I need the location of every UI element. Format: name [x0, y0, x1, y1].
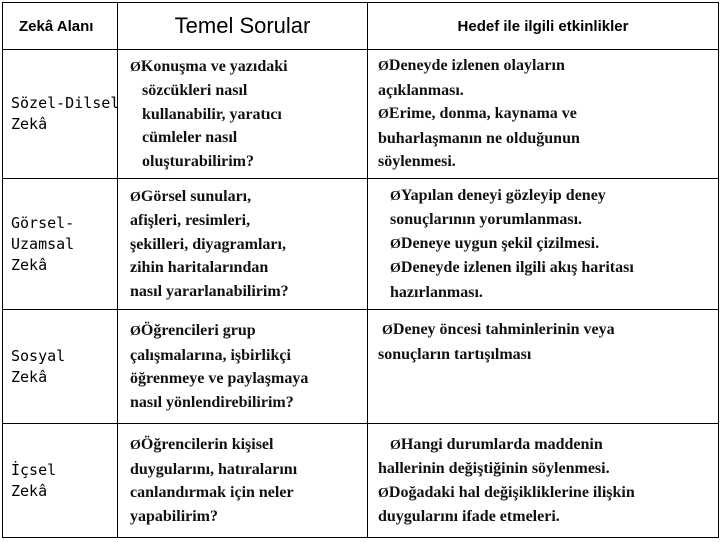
zeka-label: Sözel-Dilsel	[11, 94, 120, 112]
zeka-label: Zekâ	[11, 481, 48, 500]
zeka-cell	[3, 424, 118, 538]
zeka-cell	[3, 179, 118, 310]
activity-line: buharlaşmanın ne olduğunun	[378, 129, 580, 147]
arrow-bullet-icon: Ø	[130, 59, 141, 75]
zeka-label: Görsel-	[11, 213, 75, 232]
table-row	[3, 179, 719, 310]
zeka-cell	[3, 50, 118, 179]
activity-line: söylenmesi.	[378, 153, 456, 171]
arrow-bullet-icon: Ø	[378, 485, 389, 501]
activity-line: ØDeneyde izlenen ilgili akış haritası	[390, 259, 634, 277]
zeka-label: Zekâ	[11, 255, 48, 274]
activity-line: hallerinin değiştiğinin söylenmesi.	[378, 460, 610, 477]
arrow-bullet-icon: Ø	[130, 438, 141, 453]
arrow-bullet-icon: Ø	[390, 437, 401, 453]
zeka-label: Zekâ	[11, 115, 48, 133]
activity-line: ØDeney öncesi tahminlerinin veya	[382, 321, 615, 338]
activity-line: duygularını ifade etmeleri.	[378, 508, 560, 525]
question-line: ØGörsel sunuları,	[130, 187, 252, 205]
question-line: ØKonuşma ve yazıdaki	[130, 57, 288, 75]
activity-line: hazırlanması.	[390, 283, 483, 301]
activities-cell	[368, 50, 719, 179]
activity-line: sonuçların tartışılması	[378, 345, 532, 363]
question-cell	[118, 424, 368, 538]
question-cell	[118, 310, 368, 424]
activities-cell	[368, 424, 719, 538]
header-temel-sorular: Temel Sorular	[118, 3, 368, 50]
activity-line: ØDoğadaki hal değişikliklerine ilişkin	[378, 483, 635, 501]
question-line: şekilleri, diyagramları,	[130, 235, 286, 253]
question-line: ØÖğrencilerin kişisel	[130, 436, 274, 453]
activities-cell	[368, 179, 719, 310]
question-line: oluşturabilirim?	[142, 152, 255, 170]
arrow-bullet-icon: Ø	[390, 261, 401, 277]
question-cell	[118, 179, 368, 310]
question-line: afişleri, resimleri,	[130, 212, 251, 230]
activity-line: ØErime, donma, kaynama ve	[378, 105, 577, 123]
activity-line: ØYapılan deneyi gözleyip deney	[390, 186, 606, 204]
question-line: nasıl yönlendirebilirim?	[130, 393, 294, 411]
zeka-label: Zekâ	[11, 367, 48, 386]
arrow-bullet-icon: Ø	[130, 189, 141, 205]
zeka-label: Sosyal	[11, 346, 66, 365]
zeka-label: İçsel	[11, 460, 57, 479]
question-line: ØÖğrencileri grup	[130, 322, 256, 339]
zeka-label: Uzamsal	[11, 234, 75, 253]
question-line: kullanabilir, yaratıcı	[142, 105, 282, 123]
arrow-bullet-icon: Ø	[390, 236, 401, 252]
question-line: zihin haritalarından	[130, 259, 269, 277]
question-line: sözcükleri nasıl	[142, 82, 248, 100]
activities-cell	[368, 310, 719, 424]
activity-line: ØHangi durumlarda maddenin	[390, 435, 603, 453]
question-line: duygularını, hatıralarını	[130, 460, 298, 478]
header-zeka-alani: Zekâ Alanı	[3, 3, 118, 50]
arrow-bullet-icon: Ø	[378, 59, 389, 75]
table-row	[3, 424, 719, 538]
arrow-bullet-icon: Ø	[378, 107, 389, 123]
question-line: cümleler nasıl	[142, 129, 238, 147]
question-line: yapabilirim?	[130, 507, 219, 525]
arrow-bullet-icon: Ø	[382, 323, 393, 338]
question-line: öğrenmeye ve paylaşmaya	[130, 370, 309, 387]
arrow-bullet-icon: Ø	[390, 188, 401, 204]
activity-line: ØDeneye uygun şekil çizilmesi.	[390, 234, 600, 252]
zeka-cell	[3, 310, 118, 424]
intelligence-activities-table	[2, 2, 719, 538]
question-cell	[118, 50, 368, 179]
question-line: çalışmalarına, işbirlikçi	[130, 346, 291, 364]
table-header-row	[3, 3, 719, 50]
arrow-bullet-icon: Ø	[130, 324, 141, 339]
activity-line: sonuçlarının yorumlanması.	[390, 211, 583, 229]
table-row	[3, 50, 719, 179]
header-hedef-etkinlikler: Hedef ile ilgili etkinlikler	[368, 3, 719, 50]
activity-line: açıklanması.	[378, 81, 464, 99]
question-line: canlandırmak için neler	[130, 484, 294, 501]
activity-line: ØDeneyde izlenen olayların	[378, 57, 565, 75]
question-line: nasıl yararlanabilirim?	[130, 282, 289, 300]
table-row	[3, 310, 719, 424]
